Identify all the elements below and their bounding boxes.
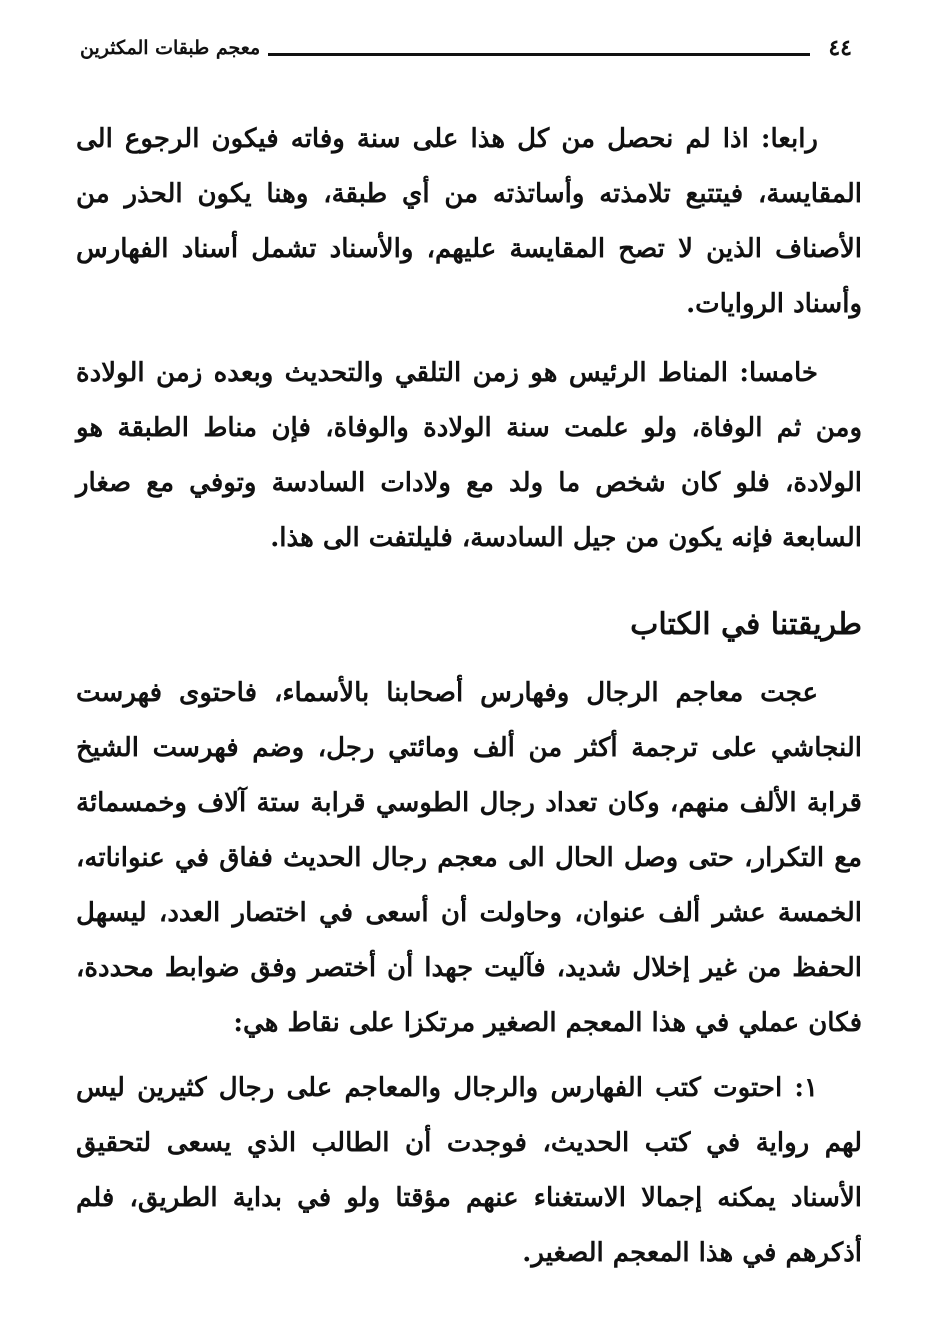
page-content (76, 112, 862, 1281)
paragraph-fifth-point: خامسا: المناط الرئيس هو زمن التلقي والتحديث وبعده زمن الولادة ومن ثم الوفاة، ولو علمت سنة الولادة والوفاة، فإن مناط الطبقة هو الولادة، فلو كان شخص ما ولد مع ولادات السادسة وتوفي مع صغار السابعة فإنه يكون من جيل السادسة، فليلتفت الى هذا. (76, 358, 862, 553)
paragraph-method-intro: عجت معاجم الرجال وفهارس أصحابنا بالأسماء، فاحتوى فهرست النجاشي على ترجمة أكثر من ألف ومائتي رجل، وضم فهرست الشيخ قرابة الألف منهم، وكان تعداد رجال الطوسي قرابة ستة آلاف وخمسمائة مع التكرار، حتى وصل الحال الى معجم رجال الحديث ففاق في عنواناته، الخمسة عشر ألف عنوان، وحاولت أن أسعى في اختصار العدد، ليسهل الحفظ من غير إخلال شديد، فآليت جهدا أن أختصر وفق ضوابط محددة، فكان عملي في هذا المعجم الصغير مرتكزا على نقاط هي: (76, 678, 862, 1038)
running-header (80, 30, 852, 66)
book-title: معجم طبقات المكثرين (80, 37, 261, 59)
section-heading: طريقتنا في الكتاب (630, 607, 862, 642)
paragraph-method-point-1: ١: احتوت كتب الفهارس والرجال والمعاجم على رجال كثيرين ليس لهم رواية في كتب الحديث، فوجدت أن الطالب الذي يسعى لتحقيق الأسناد يمكنه إجمالا الاستغناء عنهم مؤقتا ولو في بداية الطريق، فلم أذكرهم في هذا المعجم الصغير. (76, 1073, 862, 1268)
paragraph-fourth-point: رابعا: اذا لم نحصل من كل هذا على سنة وفاته فيكون الرجوع الى المقايسة، فيتتبع تلامذته وأساتذته من أي طبقة، وهنا يكون الحذر من الأصناف الذين لا تصح المقايسة عليهم، والأسناد تشمل أسناد الفهارس وأسناد الروايات. (76, 124, 862, 319)
header-rule (268, 53, 810, 56)
page-number: ٤٤ (828, 35, 852, 61)
